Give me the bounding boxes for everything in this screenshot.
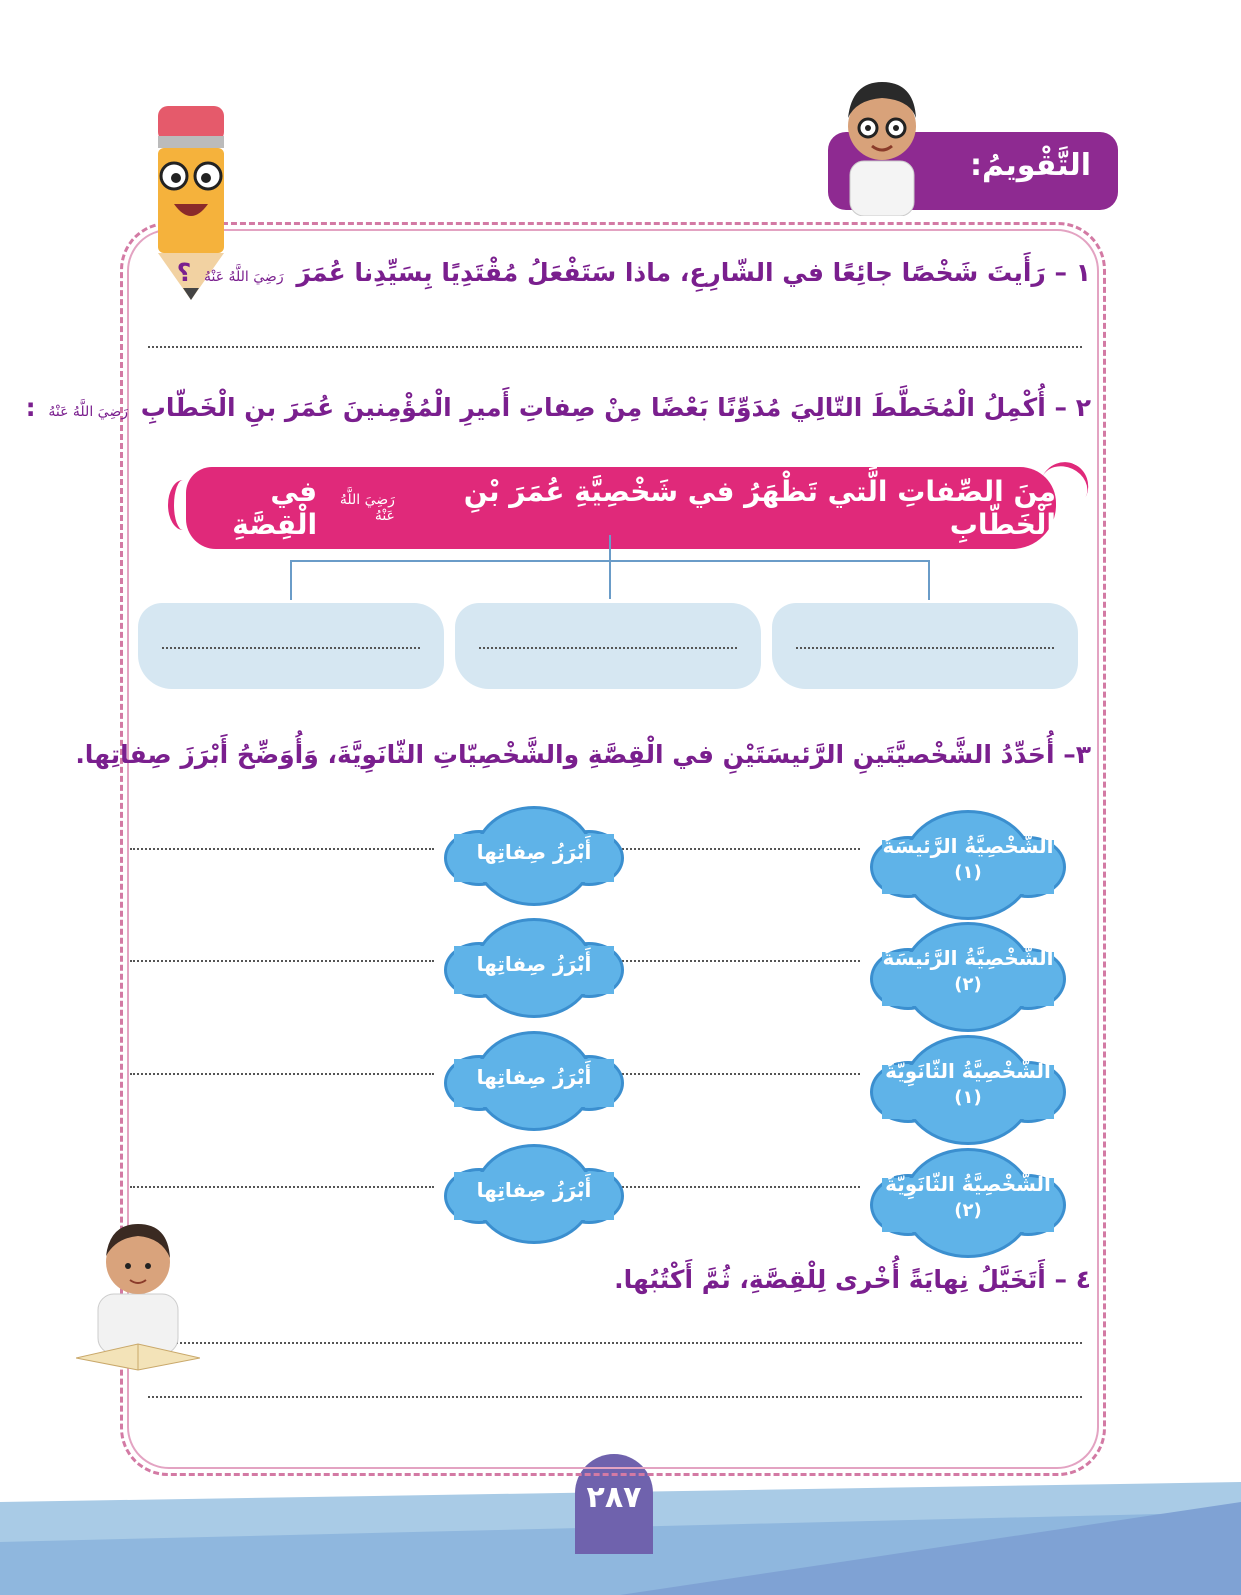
answer-line-4a[interactable]: [148, 1342, 1082, 1344]
character-number-label: (٢): [954, 1200, 982, 1221]
tree-bar: [290, 560, 930, 562]
character-traits-line[interactable]: [130, 848, 434, 850]
question-2: [26, 393, 1091, 422]
traits-label: أَبْرَزُ صِفاتِها: [476, 1065, 592, 1089]
tree-stem: [609, 535, 611, 599]
answer-line-4b[interactable]: [148, 1396, 1082, 1398]
question-2-number: ٢ –: [1054, 393, 1091, 422]
character-name-line[interactable]: [622, 1073, 860, 1075]
boy-writing-icon: [76, 1212, 200, 1372]
banner-text-after: في الْقِصَّةِ: [232, 475, 318, 541]
character-name-line[interactable]: [622, 1186, 860, 1188]
honorific-2: رَضِيَ اللَّهُ عَنْهُ: [48, 404, 128, 420]
banner-honorific: رَضِيَ اللَّهُ عَنْهُ: [339, 492, 395, 524]
character-traits-line[interactable]: [130, 1186, 434, 1188]
character-name-line[interactable]: [622, 960, 860, 962]
question-2-text: أُكْمِلُ الْمُخَطَّطَ التّالِيَ مُدَوِّنًا بَعْضًا مِنْ صِفاتِ أَميرِ الْمُؤْمِنينَ عُمَرَ بنِ الْخَطّابِ: [140, 393, 1046, 422]
question-1-number: ١ –: [1054, 258, 1091, 287]
character-role-cloud: [870, 1148, 1066, 1258]
question-1: [177, 258, 1091, 287]
character-role-label: الشَّخْصِيَّةُ الثّانَوِيَّةُ: [885, 1059, 1051, 1083]
character-role-cloud: [870, 810, 1066, 920]
question-4-number: ٤ –: [1054, 1265, 1091, 1294]
character-number-label: (١): [954, 862, 982, 883]
character-role-cloud: [870, 922, 1066, 1032]
boy-glasses-icon: [832, 66, 932, 216]
character-number-label: (١): [954, 1087, 982, 1108]
trait-box-2-line[interactable]: [479, 647, 737, 649]
character-role-label: الشَّخْصِيَّةُ الرَّئيسَةُ: [882, 946, 1054, 970]
evaluation-title: التَّقْويمُ:: [970, 148, 1091, 183]
banner-text-before: مِنَ الصِّفاتِ الَّتي تَظْهَرُ في شَخْصِيَّةِ عُمَرَ بْنِ الْخَطّابِ: [463, 475, 1056, 541]
question-3-number: ٣–: [1063, 740, 1091, 769]
trait-box-1-line[interactable]: [796, 647, 1054, 649]
question-4-text: أَتَخَيَّلُ نِهايَةً أُخْرى لِلْقِصَّةِ، ثُمَّ أَكْتُبُها.: [614, 1265, 1046, 1294]
tree-left-drop: [290, 560, 292, 600]
traits-cloud: [444, 806, 624, 906]
character-role-cloud: [870, 1035, 1066, 1145]
character-traits-line[interactable]: [130, 1073, 434, 1075]
page-number: ٢٨٧: [575, 1454, 653, 1554]
character-role-label: الشَّخْصِيَّةُ الرَّئيسَةُ: [882, 834, 1054, 858]
honorific-1: رَضِيَ اللَّهُ عَنْهُ: [203, 269, 284, 285]
trait-box-3[interactable]: [138, 603, 444, 689]
tree-right-drop: [928, 560, 930, 600]
traits-label: أَبْرَزُ صِفاتِها: [476, 1178, 592, 1202]
question-3: [75, 740, 1091, 769]
trait-box-2[interactable]: [455, 603, 761, 689]
traits-cloud: [444, 1144, 624, 1244]
traits-banner: [186, 467, 1056, 549]
traits-cloud: [444, 918, 624, 1018]
traits-cloud: [444, 1031, 624, 1131]
character-name-line[interactable]: [622, 848, 860, 850]
character-traits-line[interactable]: [130, 960, 434, 962]
question-3-text: أُحَدِّدُ الشَّخْصيَّتَينِ الرَّئيسَتَيْنِ في الْقِصَّةِ والشَّخْصِيّاتِ الثّانَوِيَّةَ، وَأُوَضِّحُ أَبْرَزَ صِفاتِها.: [75, 740, 1055, 769]
question-4: [614, 1265, 1091, 1294]
trait-box-3-line[interactable]: [162, 647, 420, 649]
character-number-label: (٢): [954, 974, 982, 995]
question-2-end: :: [25, 393, 36, 422]
question-1-end: ؟: [176, 258, 192, 287]
trait-box-1[interactable]: [772, 603, 1078, 689]
character-role-label: الشَّخْصِيَّةُ الثّانَوِيَّةُ: [885, 1172, 1051, 1196]
answer-line-1[interactable]: [148, 346, 1082, 348]
traits-label: أَبْرَزُ صِفاتِها: [476, 840, 592, 864]
traits-label: أَبْرَزُ صِفاتِها: [476, 952, 592, 976]
question-1-text: رَأَيتَ شَخْصًا جائِعًا في الشّارِعِ، ماذا سَتَفْعَلُ مُقْتَدِيًا بِسَيِّدِنا عُمَرَ: [296, 258, 1046, 287]
